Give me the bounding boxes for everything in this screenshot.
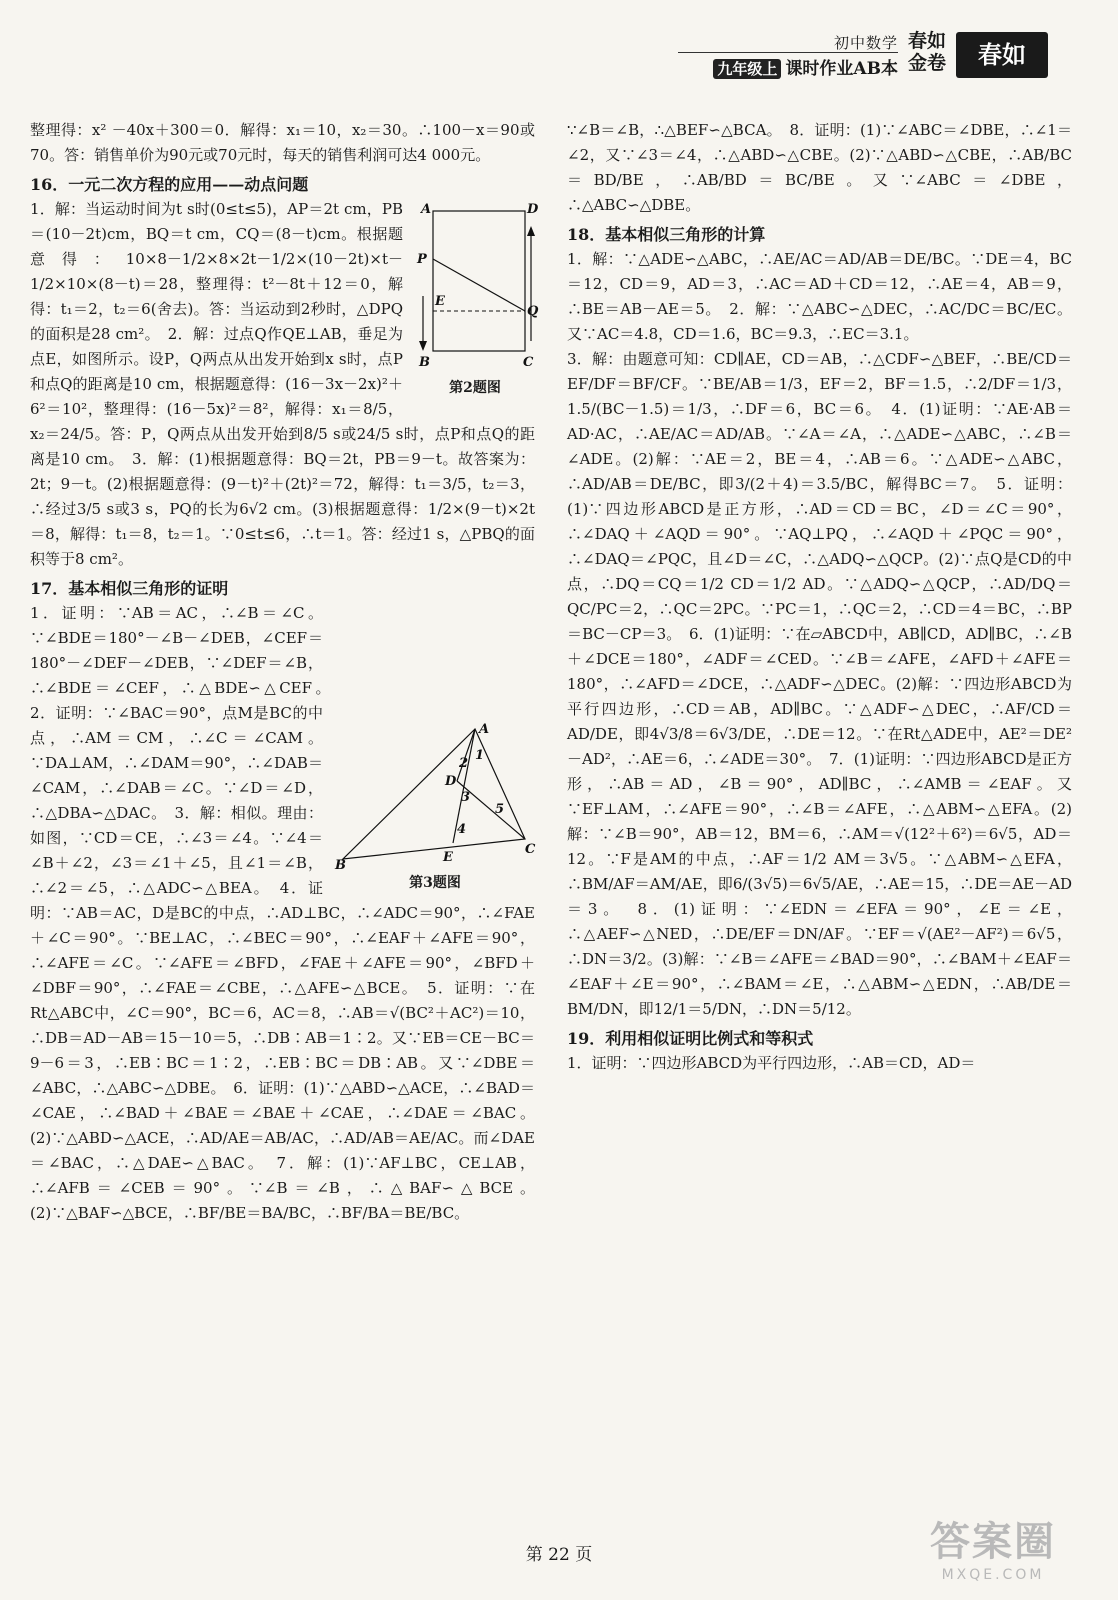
watermark-text: 答案圈 [930, 1519, 1056, 1565]
brand-logo: 春如 [956, 32, 1048, 78]
paragraph: 1．解：∵△ADE∽△ABC，∴AE/AC＝AD/AB＝DE/BC。∵DE＝4，BC＝12，CD＝9，AD＝3，∴AC＝AD＋CD＝12，∴AE＝4，AB＝9，∴BE＝AB－AE＝5。 2．解：∵△ABC∽△DEC，∴AC/DC＝BC/EC。又∵AC＝4.8，CD＝1.6，BC＝9.3，∴EC＝3.1。 [567, 250, 1072, 343]
label-Q: Q [527, 304, 539, 319]
label-A: A [421, 202, 432, 217]
paragraph: ∵∠B＝∠B，∴△BEF∽△BCA。 8．证明：(1)∵∠ABC＝∠DBE，∴∠1＝∠2，又∵∠3＝∠4，∴△ABD∽△CBE。(2)∵△ABD∽△CBE，∴AB/BC＝BD/BE，∴AB/BD＝BC/BE。又∵∠ABC＝∠DBE，∴△ABC∽△DBE。 [567, 121, 1072, 214]
figure-3-diagram [335, 721, 535, 871]
label-B: B [335, 858, 346, 873]
label-P: P [417, 252, 427, 267]
grade-badge: 九年级上 [713, 59, 781, 79]
label-1: 1 [475, 748, 485, 763]
figure-2-diagram [415, 201, 539, 376]
label-E: E [443, 850, 453, 865]
label-A: A [479, 722, 490, 737]
label-E: E [435, 294, 445, 309]
section-heading-19: 19．利用相似证明比例式和等积式 [567, 1029, 814, 1048]
paragraph: 3．解：由题意可知：CD∥AE，CD＝AB，∴△CDF∽△BEF，∴BE/CD＝EF/DF＝BF/CF。∵BE/AB＝1/3，EF＝2，BF＝1.5，∴2/DF＝1/3，1.5/(BC－1.5)＝1/3，∴DF＝6，BC＝6。 4．(1)证明：∵AE·AB＝AD·AC，∴AE/AC＝AD/AB。∵∠A＝∠A，∴△ADE∽△ABC，∴∠B＝∠ADE。(2)解：∵AE＝2，BE＝4，∴AB＝6。∵△ADE∽△ABC，∴AD/AB＝DE/BC，即3/(2＋4)＝3.5/BC，解得BC＝7。 5．证明：(1)∵四边形ABCD是正方形，∴AD＝CD＝BC，∠D＝∠C＝90°，∴∠DAQ＋∠AQD＝90°。∵AQ⊥PQ，∴∠AQD＋∠PQC＝90°，∴∠DAQ＝∠PQC，且∠D＝∠C，∴△ADQ∽△QCP。(2)∵点Q是CD的中点，∴DQ＝CQ＝1/2 CD＝1/2 AD。∵△ADQ∽△QCP，∴AD/DQ＝QC/PC＝2，∴QC＝2PC。∵PC＝1，∴QC＝2，∴CD＝4＝BC，∴BP＝BC－CP＝3。 6．(1)证明：∵在▱ABCD中，AB∥CD，AD∥BC，∴∠B＋∠DCE＝180°，∠ADF＝∠CED。∵∠B＝∠AFE，∠AFD＋∠AFE＝180°，∴∠AFD＝∠DCE，∴△ADF∽△DEC。(2)解：∵四边形ABCD为平行四边形，∴CD＝AB，AD∥BC。∵△ADF∽△DEC，∴AF/CD＝AD/DE，即4√3/8＝6√3/DE，∴DE＝12。∵在Rt△ADE中，AE²＝DE²－AD²，∴AE＝6，∴∠ADE＝30°。 7．(1)证明：∵四边形ABCD是正方形，∴AB＝AD，∠B＝90°，AD∥BC，∴∠AMB＝∠EAF。又∵EF⊥AM，∴∠AFE＝90°，∴∠B＝∠AFE，∴△ABM∽△EFA。(2)解：∵∠B＝90°，AB＝12，BM＝6，∴AM＝√(12²＋6²)＝6√5，AD＝12。∵F是AM的中点，∴AF＝1/2 AM＝3√5。∵△ABM∽△EFA，∴BM/AF＝AM/AE，即6/(3√5)＝6√5/AE，∴AE＝15，∴DE＝AE－AD＝3。 8．(1)证明：∵∠EDN＝∠EFA＝90°，∠E＝∠E，∴△AEF∽△NED，∴DE/EF＝DN/AF。∵EF＝√(AE²－AF²)＝6√5，∴DN＝3/2。(3)解：∵∠B＝∠AFE＝∠BAD＝90°，∴∠BAM＋∠EAF＝∠EAF＋∠E＝90°，∴∠BAM＝∠E，∴△ABM∽△EDN，∴AB/DE＝BM/DN，即12/1＝5/DN，∴DN＝5/12。 [567, 350, 1072, 1018]
paragraph: 1．证明：∵AB＝AC，∴∠B＝∠C。∵∠BDE＝180°－∠B－∠DEB，∠CEF＝180°－∠DEF－∠DEB，∵∠DEF＝∠B，∴∠BDE＝∠CEF，∴△BDE∽△CEF。 2．证明：∵∠BAC＝90°，点M是BC的中点，∴AM＝CM，∴∠C＝∠CAM。∵DA⊥AM，∴∠DAM＝90°，∴∠DAB＝∠CAM，∴∠DAB＝∠C。∵∠D＝∠D，∴△DBA∽△DAC。 3．解：相似。理由：如图，∵CD＝CE，∴∠3＝∠4。∵∠4＝∠B＋∠2，∠3＝∠1＋∠5，且∠1＝∠B，∴∠2＝∠5，∴△ADC∽△BEA。 4．证明：∵AB＝AC，D是BC的中点，∴AD⊥BC，∴∠ADC＝90°，∴∠FAE＋∠C＝90°。∵BE⊥AC，∴∠BEC＝90°，∴∠EAF＋∠AFE＝90°，∴∠AFE＝∠C。∵∠AFE＝∠BFD，∠FAE＋∠AFE＝90°，∠BFD＋∠DBF＝90°，∴∠FAE＝∠CBE，∴△AFE∽△BCE。 5．证明：∵在Rt△ABC中，∠C＝90°，BC＝6，AC＝8，∴AB＝√(BC²＋AC²)＝10，∴DB＝AD－AB＝15－10＝5，∴DB∶AB＝1∶2。又∵EB＝CE－BC＝9－6＝3，∴EB∶BC＝1∶2，∴EB∶BC＝DB∶AB。又∵∠DBE＝∠ABC，∴△ABC∽△DBE。 6．证明：(1)∵△ABD∽△ACE，∴∠BAD＝∠CAE，∴∠BAD＋∠BAE＝∠BAE＋∠CAE，∴∠DAE＝∠BAC。(2)∵△ABD∽△ACE，∴AD/AE＝AB/AC，∴AD/AB＝AE/AC。而∠DAE＝∠BAC，∴△DAE∽△BAC。 7．解：(1)∵AF⊥BC，CE⊥AB，∴∠AFB＝∠CEB＝90°。∵∠B＝∠B，∴△BAF∽△BCE。(2)∵△BAF∽△BCE，∴BF/BE＝BA/BC，∴BF/BA＝BE/BC。 [30, 604, 535, 1222]
page-number: 第 22 页 [525, 1545, 593, 1565]
label-2: 2 [459, 756, 469, 771]
series-title: 课时作业AB本 [785, 59, 898, 79]
header-subject: 初中数学 [833, 34, 898, 52]
label-D: D [527, 202, 539, 217]
section-heading-16: 16．一元二次方程的应用——动点问题 [30, 175, 309, 194]
section-heading-17: 17．基本相似三角形的证明 [30, 579, 229, 598]
figure-3-caption: 第3题图 [409, 875, 461, 891]
watermark-url: MXQE.COM [941, 1567, 1045, 1583]
figure-2-caption: 第2题图 [449, 380, 501, 396]
header-series [713, 54, 898, 79]
figure-2 [415, 201, 539, 401]
paragraph: 1．解：当运动时间为t s时(0≤t≤5)，AP＝2t cm，PB＝(10－2t)cm，BQ＝t cm，CQ＝(8－t)cm。根据题意得：10×8－1/2×8×2t－1/2×(10－2t)×t－1/2×10×(8－t)＝28，整理得：t²－8t＋12＝0，解得：t₁＝2，t₂＝6(舍去)。答：当运动到2秒时，△DPQ的面积是28 cm²。 2．解：过点Q作QE⊥AB，垂足为点E，如图所示。设P，Q两点从出发开始到x s时，点P和点Q的距离是10 cm，根据题意得：(16－3x－2x)²＋6²＝10²，整理得：(16－5x)²＝8²，解得：x₁＝8/5，x₂＝24/5。答：P，Q两点从出发开始到8/5 s或24/5 s时，点P和点Q的距离是10 cm。 3．解：(1)根据题意得：BQ＝2t，PB＝9－t。故答案为：2t；9－t。(2)根据题意得：(9－t)²＋(2t)²＝72，解得：t₁＝3/5，t₂＝3，∴经过3/5 s或3 s，PQ的长为6√2 cm。(3)根据题意得：1/2×(9－t)×2t＝8，解得：t₁＝8，t₂＝1。∵0≤t≤6，∴t＝1。答：经过1 s，△PBQ的面积等于8 cm²。 [30, 200, 535, 568]
label-5: 5 [495, 802, 505, 817]
label-3: 3 [461, 790, 471, 805]
label-4: 4 [457, 822, 467, 837]
label-C: C [525, 842, 536, 857]
figure-3 [335, 721, 535, 896]
page-header [528, 12, 1048, 102]
right-column [567, 118, 1072, 1076]
brand-name: 春如金卷 [907, 30, 946, 74]
watermark [898, 1510, 1088, 1590]
paragraph: 1．证明：∵四边形ABCD为平行四边形，∴AB＝CD，AD＝ [567, 1054, 976, 1072]
left-column [30, 118, 539, 1226]
paragraph: 整理得：x² －40x＋300＝0．解得：x₁＝10，x₂＝30。∴100－x＝90或70。答：销售单价为90元或70元时，每天的销售利润可达4 000元。 [30, 121, 535, 164]
header-rule [678, 52, 898, 53]
label-C: C [523, 355, 534, 370]
label-B: B [419, 355, 430, 370]
section-heading-18: 18．基本相似三角形的计算 [567, 225, 766, 244]
label-D: D [445, 774, 457, 789]
